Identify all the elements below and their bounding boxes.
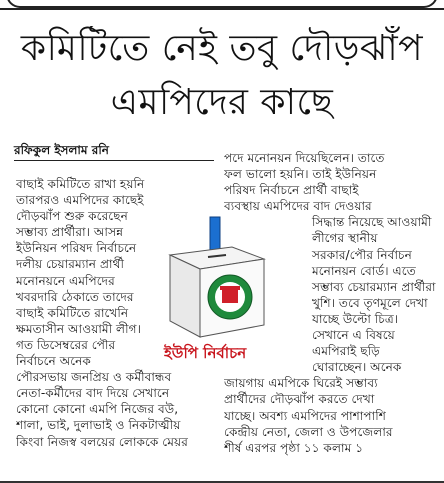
text-line: মনোনয়নে এমপিদের xyxy=(16,273,115,288)
text-line: কোনো কোনো এমপি নিজের বউ, xyxy=(16,402,179,417)
text-line: সম্ভাব্য প্রার্থীরা। আসন্ন xyxy=(16,225,124,240)
text-line: সম্ভাব্য চেয়ারম্যান প্রার্থীরা xyxy=(312,279,436,294)
text-line: বাছাই কমিটিতে রাখেনি xyxy=(16,305,129,320)
text-line: ইউনিয়ন পরিষদ নির্বাচনে xyxy=(16,241,137,256)
text-line: সেখানে এ বিষয়ে xyxy=(312,328,395,343)
text-line: প্রার্থীদের দৌড়ঝাঁপ করতে দেখা xyxy=(224,392,375,407)
text-line: সিদ্ধান্ত নিয়েছে আওয়ামী xyxy=(312,215,432,230)
text-line: লীগের স্থানীয় xyxy=(312,231,378,246)
text-line: যাচ্ছে। অবশ্য এমপিদের পাশাপাশি xyxy=(224,408,386,423)
text-line: পদে মনোনয়ন দিয়েছিলেন। তাতে xyxy=(224,151,385,165)
headline-line-2: এমপিদের কাছে xyxy=(110,82,334,123)
text-line: ক্ষমতাসীন আওয়ামী লীগ। xyxy=(16,321,141,336)
text-line: যাচ্ছে উল্টো চিত্র। xyxy=(312,311,399,326)
text-line: শালা, ভাই, দুলাভাই ও নিকটাত্মীয় xyxy=(16,418,181,433)
text-line: খবরদারি ঠেকাতে তাদের xyxy=(16,289,134,304)
text-line: মনোনয়ন বোর্ড। এতে xyxy=(312,263,416,278)
text-line: খুশি। তবে তৃণমূলে দেখা xyxy=(312,295,428,310)
text-line: নির্বাচনে অনেক xyxy=(16,354,91,369)
text-line: এমপিরাই ছড়ি xyxy=(312,344,380,359)
top-border-arc xyxy=(6,0,438,8)
text-line: গত ডিসেম্বরের পৌর xyxy=(16,337,116,352)
text-line: পৌরসভায় জনপ্রিয় ও কর্মীবান্ধব xyxy=(16,370,172,385)
election-commission-emblem-box xyxy=(222,289,238,303)
top-border-rule xyxy=(0,0,444,10)
text-line: পরিষদ নির্বাচনে প্রার্থী বাছাই xyxy=(224,183,359,198)
election-commission-emblem-lid xyxy=(220,286,240,290)
continuation-line: শীর্ষ এরপর পৃষ্ঠা ১১ কলাম ১ xyxy=(224,440,364,455)
text-line: দলীয় চেয়ারম্যান প্রার্থী xyxy=(16,257,124,272)
text-line: সরকার/পৌর নির্বাচন xyxy=(312,247,412,262)
ballot-paper xyxy=(210,217,220,251)
image-caption: ইউপি নির্বাচন xyxy=(164,342,280,367)
text-line: দৌড়ঝাঁপ শুরু করেছেন xyxy=(16,209,128,224)
text-line: কেন্দ্রীয় নেতা, জেলা ও উপজেলার xyxy=(224,424,393,439)
byline-underline xyxy=(14,160,214,161)
ballot-box-front xyxy=(170,255,200,337)
text-line: তারপরও এমপিদের কাছেই xyxy=(16,193,144,208)
text-line: ঘোরাচ্ছেন। অনেক xyxy=(312,360,402,375)
text-line: জায়গায় এমপিকে ঘিরেই সম্ভাব্য xyxy=(224,376,378,391)
text-line: কিংবা নিজস্ব বলয়ের লোককে মেয়র xyxy=(16,434,188,449)
headline-line-1: কমিটিতে নেই তবু দৌড়ঝাঁপ xyxy=(20,28,424,69)
byline: রফিকুল ইসলাম রনি xyxy=(14,143,109,157)
text-line: নেতা-কর্মীদের বাদ দিয়ে সেখানে xyxy=(16,386,170,401)
text-line: ব্যবস্থায় এমপিদের বাদ দেওয়ার xyxy=(224,199,372,214)
ballot-box-illustration xyxy=(160,215,272,345)
text-line: ফল ভালো হয়নি। তাই ইউনিয়ন xyxy=(224,167,377,182)
text-line: বাছাই কমিটিতে রাখা হয়নি xyxy=(16,177,145,191)
